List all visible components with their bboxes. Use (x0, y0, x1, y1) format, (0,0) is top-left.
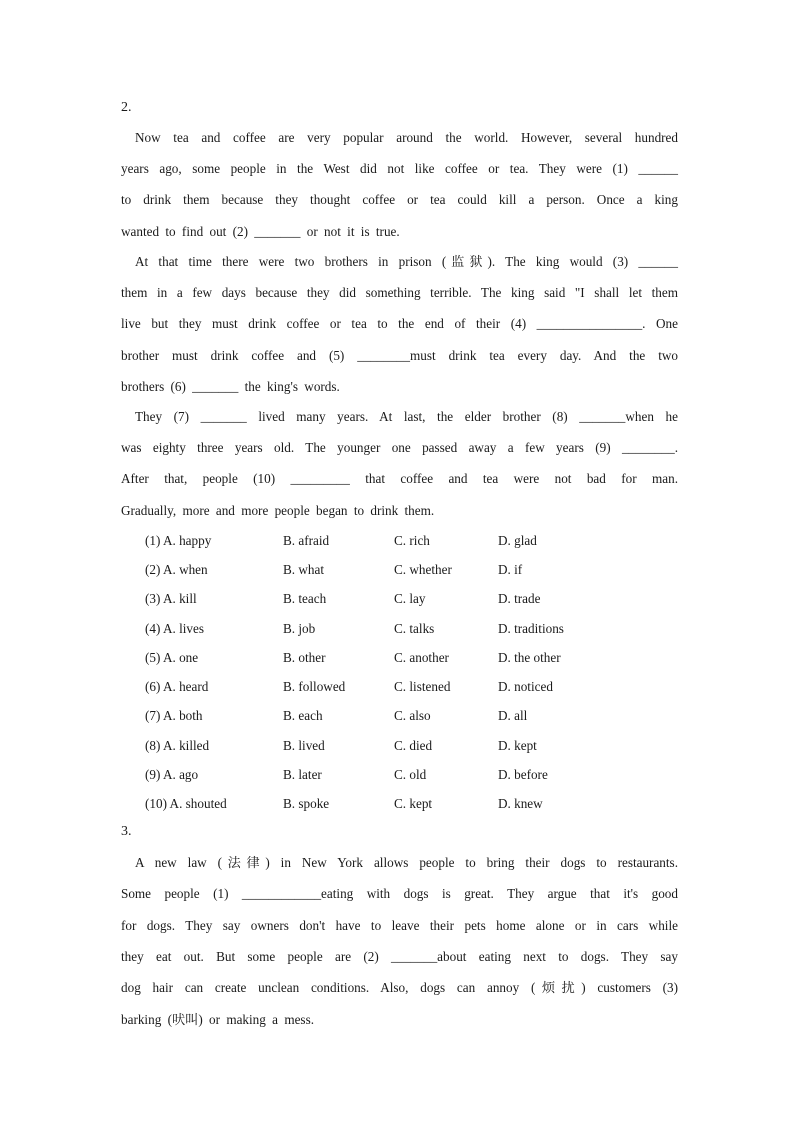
option-b[interactable]: B. job (283, 621, 316, 636)
passage-line: live but they must drink coffee or tea to the end of their (4) ________________. One (121, 316, 678, 331)
question-number: 2. (121, 100, 132, 115)
option-a[interactable]: (9) A. ago (145, 767, 199, 782)
passage-line: barking (吠叫) or making a mess. (121, 1012, 314, 1027)
option-b[interactable]: B. afraid (283, 533, 330, 548)
option-b[interactable]: B. followed (283, 679, 346, 694)
option-d[interactable]: D. knew (498, 796, 543, 811)
option-row-6 (145, 679, 645, 697)
passage-line: After that, people (10) _________ that coffee and tea were not bad for man. (121, 471, 678, 486)
option-c[interactable]: C. lay (394, 591, 426, 606)
passage-line: was eighty three years old. The younger one passed away a few years (9) ________. (121, 440, 678, 455)
passage-line: them in a few days because they did something terrible. The king said "I shall let them (121, 285, 678, 300)
passage-line: Gradually, more and more people began to drink them. (121, 503, 435, 518)
option-row-2 (145, 562, 645, 580)
option-b[interactable]: B. spoke (283, 796, 330, 811)
passage-line: Some people (1) ____________eating with dogs is great. They argue that it's good (121, 886, 678, 901)
option-d[interactable]: D. if (498, 562, 523, 577)
passage-line: brothers (6) _______ the king's words. (121, 379, 340, 394)
passage-line: brother must drink coffee and (5) ________must drink tea every day. And the two (121, 348, 678, 363)
option-row-5 (145, 650, 645, 668)
option-c[interactable]: C. old (394, 767, 427, 782)
option-c[interactable]: C. another (394, 650, 449, 665)
option-row-10 (145, 796, 645, 814)
option-b[interactable]: B. lived (283, 738, 325, 753)
passage-line: Now tea and coffee are very popular around the world. However, several hundred (135, 130, 678, 145)
option-c[interactable]: C. talks (394, 621, 435, 636)
option-row-8 (145, 738, 645, 756)
option-a[interactable]: (10) A. shouted (145, 796, 227, 811)
passage-line: years ago, some people in the West did not like coffee or tea. They were (1) ______ (121, 161, 678, 176)
option-d[interactable]: D. trade (498, 591, 541, 606)
option-a[interactable]: (5) A. one (145, 650, 199, 665)
option-a[interactable]: (4) A. lives (145, 621, 204, 636)
option-c[interactable]: C. listened (394, 679, 451, 694)
option-row-9 (145, 767, 645, 785)
passage-line: they eat out. But some people are (2) _______about eating next to dogs. They say (121, 949, 678, 964)
passage-line: for dogs. They say owners don't have to leave their pets home alone or in cars while (121, 918, 678, 933)
option-c[interactable]: C. kept (394, 796, 433, 811)
option-c[interactable]: C. rich (394, 533, 430, 548)
passage-line: to drink them because they thought coffee or tea could kill a person. Once a king (121, 192, 678, 207)
option-b[interactable]: B. later (283, 767, 322, 782)
passage-line: dog hair can create unclean conditions. Also, dogs can annoy (烦扰) customers (3) (121, 980, 678, 995)
option-d[interactable]: D. before (498, 767, 548, 782)
option-c[interactable]: C. also (394, 708, 431, 723)
passage-line: A new law (法律) in New York allows people to bring their dogs to restaurants. (135, 855, 678, 870)
option-b[interactable]: B. what (283, 562, 325, 577)
option-row-3 (145, 591, 645, 609)
option-row-4 (145, 621, 645, 639)
option-b[interactable]: B. each (283, 708, 323, 723)
option-d[interactable]: D. the other (498, 650, 561, 665)
option-c[interactable]: C. died (394, 738, 433, 753)
passage-line: wanted to find out (2) _______ or not it is true. (121, 224, 400, 239)
option-d[interactable]: D. traditions (498, 621, 564, 636)
passage-line: At that time there were two brothers in prison (监狱). The king would (3) ______ (135, 254, 678, 269)
question-number: 3. (121, 824, 132, 839)
option-b[interactable]: B. other (283, 650, 326, 665)
option-a[interactable]: (3) A. kill (145, 591, 197, 606)
option-b[interactable]: B. teach (283, 591, 327, 606)
option-a[interactable]: (7) A. both (145, 708, 203, 723)
option-a[interactable]: (8) A. killed (145, 738, 210, 753)
option-c[interactable]: C. whether (394, 562, 452, 577)
option-d[interactable]: D. kept (498, 738, 537, 753)
option-d[interactable]: D. all (498, 708, 528, 723)
option-a[interactable]: (1) A. happy (145, 533, 212, 548)
option-d[interactable]: D. noticed (498, 679, 553, 694)
option-row-1 (145, 533, 645, 551)
passage-line: They (7) _______ lived many years. At last, the elder brother (8) _______when he (135, 409, 678, 424)
option-a[interactable]: (6) A. heard (145, 679, 209, 694)
option-a[interactable]: (2) A. when (145, 562, 208, 577)
option-row-7 (145, 708, 645, 726)
option-d[interactable]: D. glad (498, 533, 537, 548)
